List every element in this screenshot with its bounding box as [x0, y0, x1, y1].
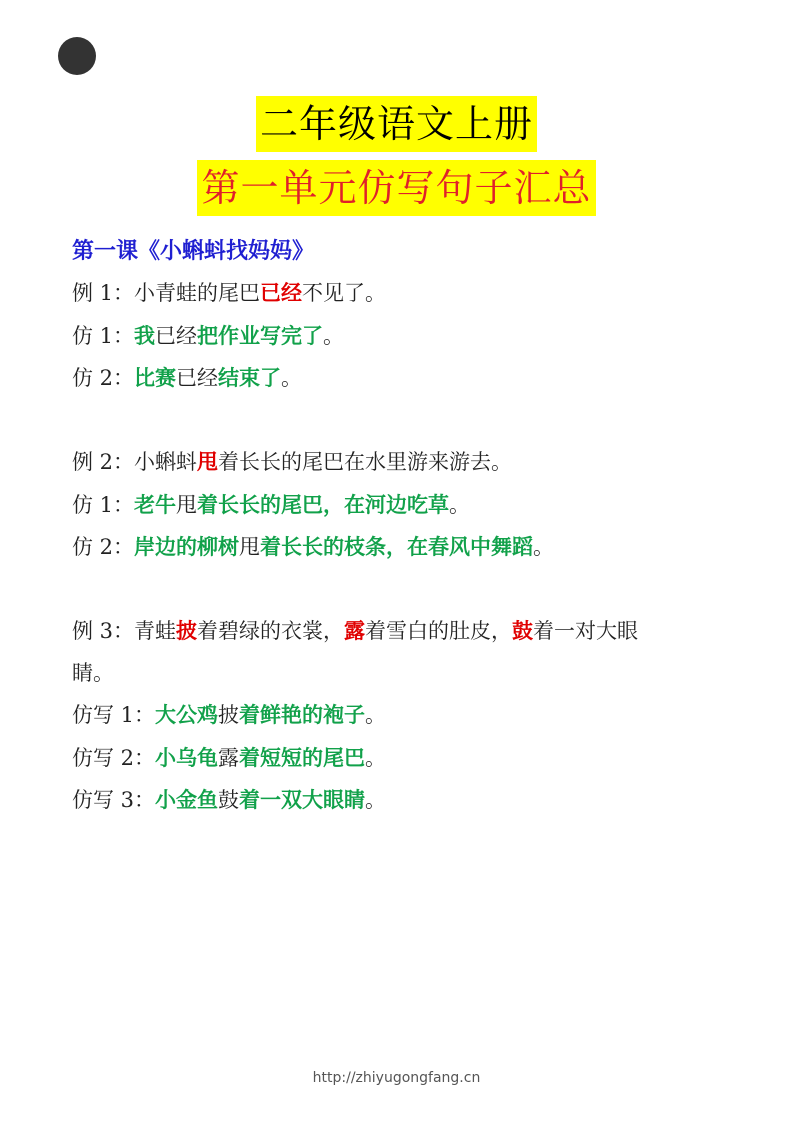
footer-url: http://zhiyugongfang.cn — [312, 1070, 481, 1086]
example-2: 例 2：小蝌蚪甩着长长的尾巴在水里游来游去。 — [72, 449, 513, 474]
imitation-1-1: 仿 1：我已经把作业写完了。 — [72, 322, 345, 348]
spacer — [72, 400, 732, 442]
imitation-2-2: 仿 2：岸边的柳树甩着长长的枝条，在春风中舞蹈。 — [72, 534, 555, 559]
key-word: 甩 — [197, 449, 219, 474]
imitation-label: 仿 1： — [72, 323, 135, 348]
page-corner-dot — [58, 37, 96, 75]
example-label: 例 1： — [72, 281, 135, 305]
key-word: 已经 — [260, 280, 303, 305]
imitation-3-3: 仿写 3：小金鱼鼓着一双大眼睛。 — [72, 787, 387, 812]
imitation-label: 仿 2： — [72, 366, 135, 390]
lesson-heading: 第一课《小蝌蚪找妈妈》 — [72, 238, 315, 264]
example-3-continued: 睛。 — [72, 660, 114, 685]
main-title: 二年级语文上册 — [256, 96, 537, 152]
main-title-wrap — [0, 96, 793, 152]
spacer — [72, 569, 732, 611]
imitation-label: 仿 1： — [72, 492, 135, 517]
example-1: 例 1：小青蛙的尾巴已经不见了。 — [72, 280, 387, 305]
sub-title: 第一单元仿写句子汇总 — [197, 160, 595, 216]
key-word: 披 — [176, 618, 198, 643]
imitation-2-1: 仿 1：老牛甩着长长的尾巴，在河边吃草。 — [72, 491, 471, 517]
imitation-label: 仿写 3： — [72, 788, 156, 812]
sub-title-wrap — [0, 160, 793, 216]
imitation-3-1: 仿写 1：大公鸡披着鲜艳的袍子。 — [72, 702, 387, 727]
example-label: 例 2： — [72, 450, 135, 474]
imitation-label: 仿 2： — [72, 535, 135, 559]
example-3: 例 3：青蛙披着碧绿的衣裳，露着雪白的肚皮，鼓着一对大眼 — [72, 618, 639, 643]
example-label: 例 3： — [72, 619, 135, 643]
content — [72, 230, 732, 822]
imitation-1-2: 仿 2：比赛已经结束了。 — [72, 365, 303, 390]
imitation-label: 仿写 1： — [72, 703, 156, 727]
imitation-label: 仿写 2： — [72, 745, 156, 770]
imitation-3-2: 仿写 2：小乌龟露着短短的尾巴。 — [72, 744, 387, 770]
key-word: 露 — [344, 618, 366, 643]
key-word: 鼓 — [512, 618, 534, 643]
